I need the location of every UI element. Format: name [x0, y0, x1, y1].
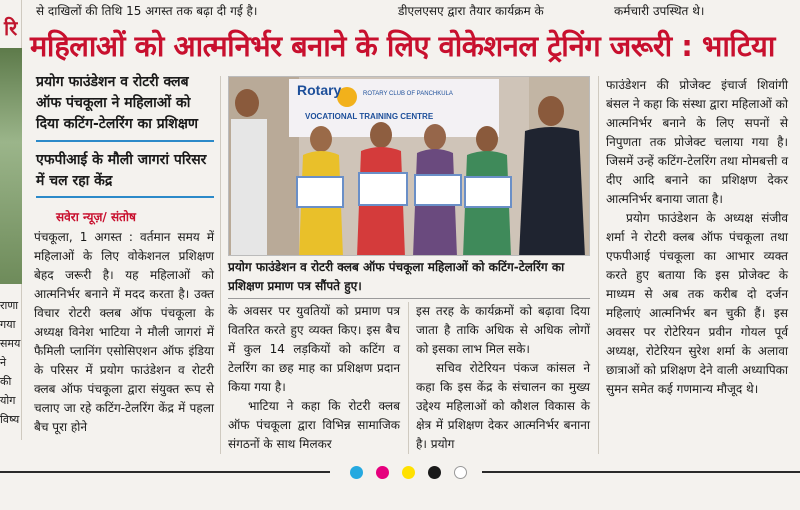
- article-paragraph: सचिव रोटेरियन पंकज कांसल ने कहा कि इस केंद्र के संचालन का मुख्य उद्देश्य महिलाओं को कौशल विकास के क्षेत्र में प्रशिक्षण देकर आत्मनिर्भर बनाना है। प्रयोग: [416, 361, 590, 451]
- article-column-2: [228, 302, 400, 454]
- byline: सवेरा न्यूज़/ संतोष: [56, 210, 136, 224]
- left-cut-line: ने: [0, 356, 7, 369]
- caption-rule: [228, 298, 590, 299]
- top-cut-middle: डीएलएसए द्वारा तैयार कार्यक्रम के: [398, 4, 544, 18]
- banner-club: ROTARY CLUB OF PANCHKULA: [363, 91, 453, 97]
- registration-band: [0, 462, 800, 482]
- banner-brand: Rotary: [297, 82, 342, 98]
- left-cut-text: [0, 296, 22, 429]
- photo-caption: प्रयोग फाउंडेशन व रोटरी क्लब ऑफ पंचकूला महिलाओं को कटिंग-टेलरिंग का प्रशिक्षण प्रमाण पत्र सौंपते हुए।: [228, 260, 565, 293]
- article-paragraph: भाटिया ने कहा कि रोटरी क्लब ऑफ पंचकूला द्वारा विभिन्न सामाजिक संगठनों के साथ मिलकर: [228, 399, 400, 451]
- article-column-1: [34, 228, 214, 437]
- left-cut-line: गया: [0, 318, 16, 331]
- left-cut-line: की: [0, 375, 12, 388]
- registration-dot-yellow: [402, 466, 415, 479]
- registration-line: [0, 471, 330, 473]
- top-cut-right: कर्मचारी उपस्थित थे।: [614, 4, 705, 18]
- article-column-3: [416, 302, 590, 454]
- left-cut-line: राणा: [0, 299, 19, 312]
- registration-dot-cyan: [350, 466, 363, 479]
- column-divider: [220, 76, 221, 454]
- registration-dot-magenta: [376, 466, 389, 479]
- article-paragraph: प्रयोग फाउंडेशन के अध्यक्ष संजीव शर्मा ने रोटरी क्लब ऑफ पंचकूला तथा एफपीआई पंचकूला का आभार व्यक्त करते हुए बताया कि इस प्रोजेक्ट के माध्यम से अब तक करीब दो दर्जन महिलाएं आत्मनिर्भर बन चुकी हैं। इस अवसर पर रोटेरियन प्रवीन गोयल पूर्व अध्यक्ष, रोटेरियन सुरेश शर्मा के अलावा छात्राओं को प्रशिक्षण देने वाली अध्यापिका सुमन समेत कई गणमान्य मौजूद थे।: [606, 211, 788, 396]
- article-paragraph: इस तरह के कार्यक्रमों को बढ़ावा दिया जाता है ताकि अधिक से अधिक लोगों को इसका लाभ मिल सके।: [416, 304, 590, 356]
- article-paragraph: के अवसर पर युवतियों को प्रमाण पत्र वितरित करते हुए व्यक्त किए। इस बैच में कुल 14 लड़कियों को कटिंग व टेलरिंग का छह माह का प्रशिक्षण प्रदान किया गया है।: [228, 304, 400, 394]
- banner-title: VOCATIONAL TRAINING CENTRE: [305, 112, 434, 121]
- subhead-rule: [36, 140, 214, 142]
- registration-dot-white: [454, 466, 467, 479]
- registration-line: [482, 471, 800, 473]
- group-photo-illustration: [229, 77, 590, 256]
- article-paragraph: फाउंडेशन की प्रोजेक्ट इंचार्ज शिवांगी बंसल ने कहा कि संस्था द्वारा महिलाओं को आत्मनिर्भर बनाने के लिए सपनों से निपुणता तक प्रोजेक्ट चलाया गया है। जिसमें उन्हें कटिंग-टेलरिंग तथा मोमबत्ती व दीए आदि बनाने का प्रशिक्षण देकर आत्मनिर्भर बनाया जाता है।: [606, 78, 788, 206]
- left-cut-photo: [0, 48, 22, 284]
- subheadline-first: प्रयोग फाउंडेशन व रोटरी क्लब ऑफ पंचकूला ने महिलाओं को दिया कटिंग-टेलरिंग का प्रशिक्षण: [36, 74, 198, 132]
- column-divider: [408, 302, 409, 454]
- left-cut-column: [0, 0, 22, 440]
- article-column-4: [606, 76, 788, 399]
- left-cut-line: योग: [0, 394, 16, 407]
- column-divider: [598, 76, 599, 454]
- headline: महिलाओं को आत्मनिर्भर बनाने के लिए वोकेशनल ट्रेनिंग जरूरी : भाटिया: [30, 29, 775, 63]
- top-cut-lines: [28, 0, 800, 22]
- left-cut-line: समय: [0, 337, 21, 350]
- registration-dot-black: [428, 466, 441, 479]
- left-cut-initial: रि: [4, 16, 18, 40]
- subheadline-second: एफपीआई के मौली जागरां परिसर में चल रहा केंद्र: [36, 152, 207, 189]
- left-cut-line: विष्य: [0, 413, 20, 426]
- news-photo: [228, 76, 590, 256]
- article-paragraph: पंचकूला, 1 अगस्त : वर्तमान समय में महिलाओं के लिए वोकेशनल प्रशिक्षण बेहद जरूरी है। यह महिलाओं को आत्मनिर्भर बनाने में मदद करता है। उक्त विचार रोटरी क्लब ऑफ पंचकूला के अध्यक्ष विनेश भाटिया ने मौली जागरां में फैमिली प्लानिंग एसोसिएशन ऑफ इंडिया के परिसर में प्रयोग फाउंडेशन व रोटरी क्लब ऑफ पंचकूला द्वारा संयुक्त रूप से चलाए जा रहे कटिंग-टेलरिंग केंद्र में पहला बैच पूरा होने: [34, 230, 214, 434]
- top-cut-left: से दाखिलों की तिथि 15 अगस्त तक बढ़ा दी गई है।: [36, 4, 258, 18]
- subhead-rule: [36, 196, 214, 198]
